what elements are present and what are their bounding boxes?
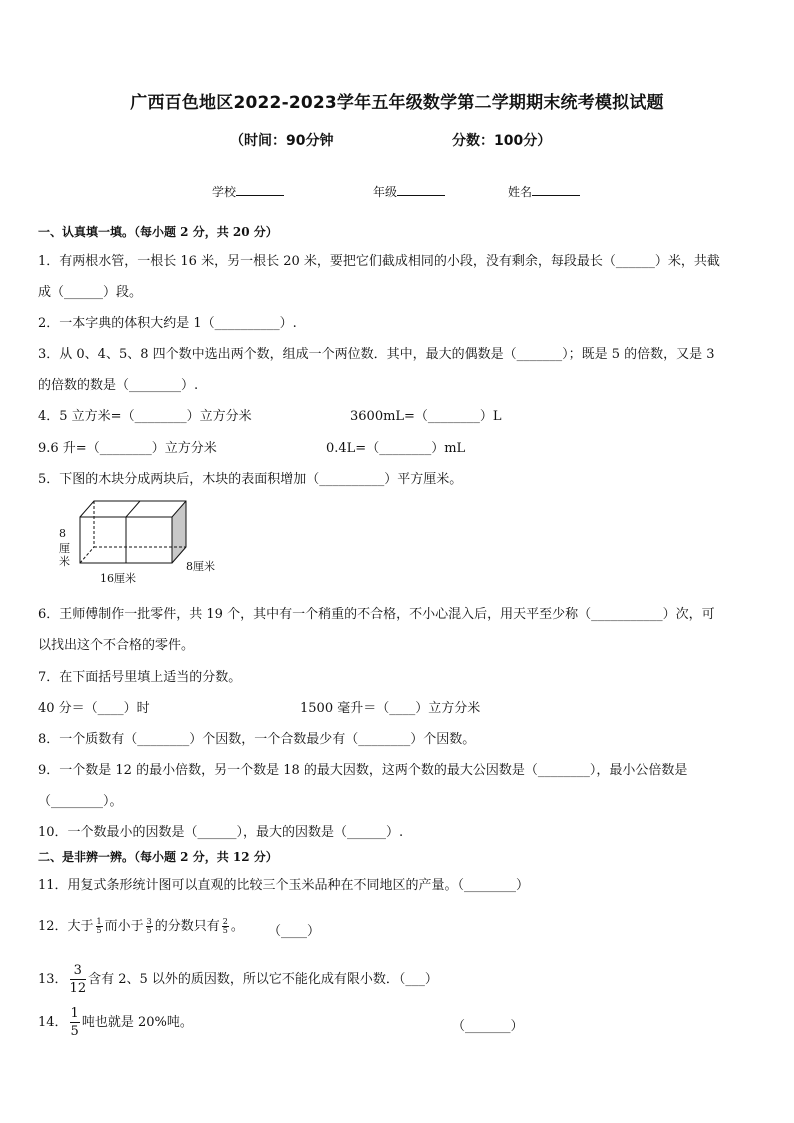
- question-13-text: 含有 2、5 以外的质因数，所以它不能化成有限小数．（___）: [88, 972, 438, 987]
- section-1-heading: 一、认真填一填。（每小题 2 分，共 20 分）: [38, 225, 278, 239]
- exam-time: （时间：90分钟: [230, 133, 334, 149]
- question-9-line-2: （________）。: [38, 794, 123, 809]
- wood-block-figure: [56, 495, 226, 587]
- grade-label: 年级: [373, 185, 398, 199]
- fraction-numerator: 2: [222, 917, 228, 926]
- fraction-denominator: 5: [146, 926, 152, 935]
- question-14-answer-blank[interactable]: （_______）: [452, 1019, 524, 1034]
- question-13: [38, 962, 438, 997]
- fraction-one-fifth-ton: [70, 1005, 80, 1040]
- question-4-item-4: 0.4L=（________）mL: [326, 441, 466, 456]
- fraction-numerator: 1: [96, 917, 102, 926]
- fraction-numerator: 1: [70, 1006, 79, 1021]
- name-field[interactable]: [508, 182, 580, 200]
- fraction-three-twelfths: [70, 962, 87, 997]
- question-4-item-1: 4．5 立方米=（________）立方分米: [38, 409, 252, 424]
- name-blank[interactable]: [532, 182, 580, 196]
- question-9-line-1: 9．一个数是 12 的最小倍数，另一个数是 18 的最大因数，这两个数的最大公因数是（________），最小公倍数是: [38, 763, 688, 778]
- question-13-number: 13．: [38, 972, 68, 987]
- school-blank[interactable]: [236, 182, 284, 196]
- question-1-line-1: 1．有两根水管，一根长 16 米，另一根长 20 米，要把它们截成相同的小段，没有剩余，每段最长（______）米，共截: [38, 254, 720, 269]
- question-12-end: 。: [230, 919, 244, 934]
- school-field[interactable]: [212, 182, 284, 200]
- page-title: 广西百色地区2022-2023学年五年级数学第二学期期末统考模拟试题: [130, 93, 664, 113]
- question-12-post: 的分数只有: [154, 919, 220, 934]
- fraction-denominator: 5: [70, 1024, 79, 1039]
- fraction-denominator: 12: [69, 981, 87, 996]
- fraction-three-fifths: [146, 918, 153, 935]
- section-2-heading: 二、是非辨一辨。（每小题 2 分，共 12 分）: [38, 850, 278, 864]
- question-4-item-2: 3600mL=（________）L: [350, 409, 502, 424]
- fraction-one-fifth: [96, 918, 103, 935]
- question-7-item-2: 1500 毫升＝（____）立方分米: [300, 701, 481, 716]
- question-5: 5．下图的木块分成两块后，木块的表面积增加（__________）平方厘米。: [38, 472, 463, 487]
- fraction-numerator: 3: [70, 962, 87, 980]
- grade-blank[interactable]: [397, 182, 445, 196]
- question-6-line-1: 6．王师傅制作一批零件，共 19 个，其中有一个稍重的不合格，不小心混入后，用天平至少称（___________）次，可: [38, 607, 715, 622]
- question-6-line-2: 以找出这个不合格的零件。: [38, 638, 195, 653]
- fraction-two-fifths: [222, 918, 229, 935]
- question-8: 8．一个质数有（________）个因数，一个合数最少有（________）个因数。: [38, 732, 476, 747]
- question-14-number: 14．: [38, 1015, 68, 1030]
- exam-score: 分数：100分）: [452, 133, 552, 149]
- length-label: 16厘米: [100, 572, 136, 585]
- question-1-line-2: 成（______）段。: [38, 285, 143, 300]
- question-12-prefix: 12．大于: [38, 919, 94, 934]
- height-label-unit-2: 米: [59, 555, 70, 568]
- question-10: 10．一个数最小的因数是（______），最大的因数是（______）.: [38, 825, 404, 840]
- question-12: [38, 915, 244, 935]
- question-12-middle: 而小于: [104, 919, 144, 934]
- question-3-line-2: 的倍数的数是（________）.: [38, 378, 199, 393]
- fraction-denominator: 5: [222, 926, 228, 935]
- fraction-numerator: 3: [146, 917, 152, 926]
- question-14: [38, 1005, 193, 1040]
- question-4-item-3: 9.6 升=（________）立方分米: [38, 441, 217, 456]
- height-label-digit: 8: [59, 527, 66, 540]
- question-7-item-1: 40 分＝（____）时: [38, 701, 150, 716]
- question-11: 11．用复式条形统计图可以直观的比较三个玉米品种在不同地区的产量。（________）: [38, 878, 530, 893]
- school-label: 学校: [212, 185, 237, 199]
- fraction-denominator: 5: [96, 926, 102, 935]
- name-label: 姓名: [508, 185, 533, 199]
- question-7: 7．在下面括号里填上适当的分数。: [38, 670, 242, 685]
- question-2: 2．一本字典的体积大约是 1（__________）.: [38, 316, 297, 331]
- question-12-answer-blank[interactable]: （____）: [268, 924, 321, 939]
- question-14-text: 吨也就是 20%吨。: [81, 1015, 193, 1030]
- grade-field[interactable]: [373, 182, 445, 200]
- question-3-line-1: 3．从 0、4、5、8 四个数中选出两个数，组成一个两位数．其中，最大的偶数是（_______）；既是 5 的倍数，又是 3: [38, 347, 715, 362]
- height-label-unit-1: 厘: [59, 542, 70, 555]
- width-label: 8厘米: [186, 560, 215, 573]
